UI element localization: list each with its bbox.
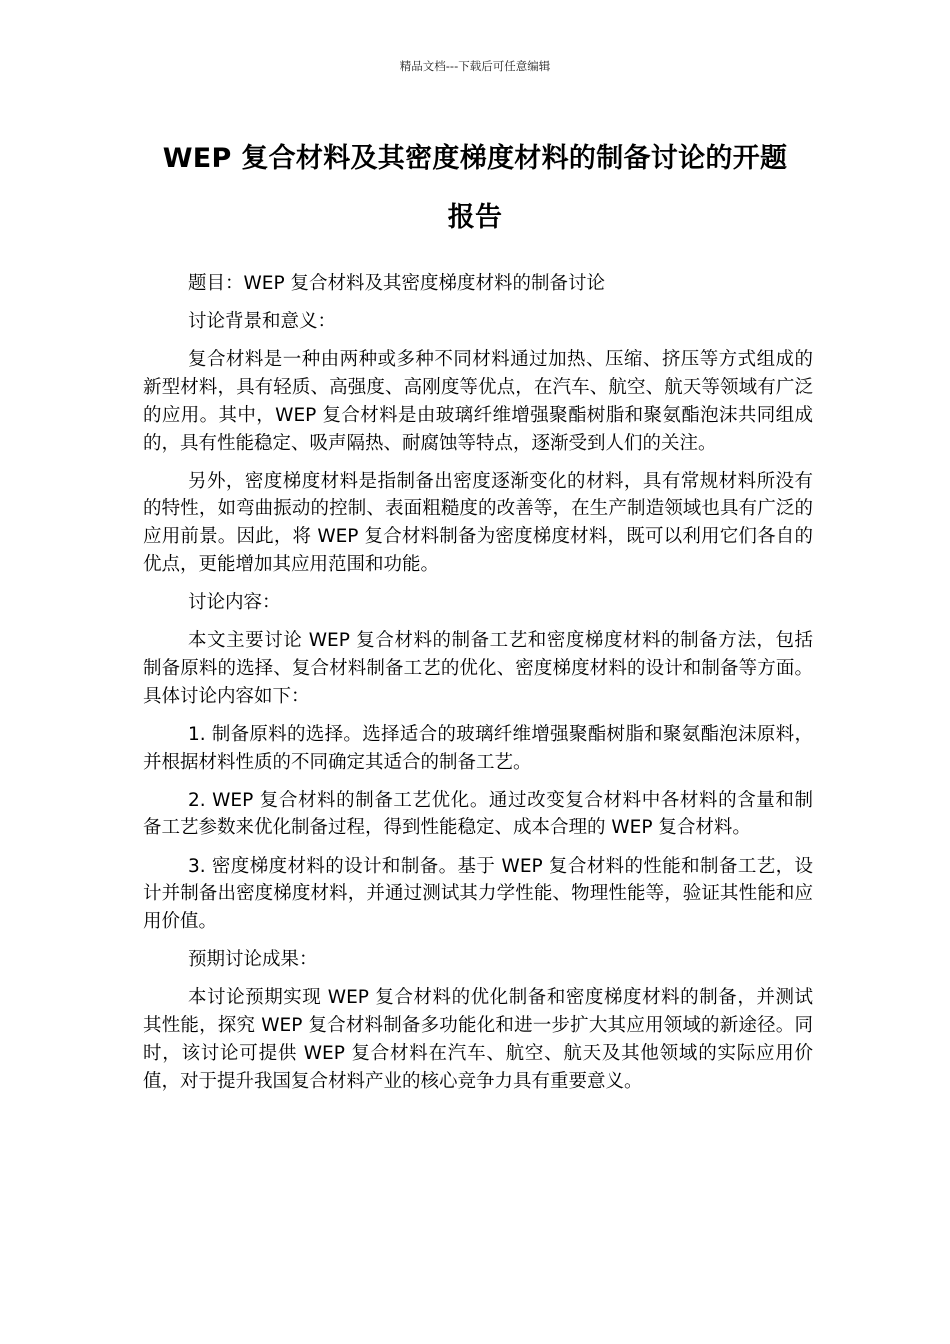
document-body (143, 270, 813, 1106)
paragraph-content-intro: 本文主要讨论 WEP 复合材料的制备工艺和密度梯度材料的制备方法，包括制备原料的选择、复合材料制备工艺的优化、密度梯度材料的设计和制备等方面。具体讨论内容如下： (143, 630, 813, 707)
list-item-3: 3. 密度梯度材料的设计和制备。基于 WEP 复合材料的性能和制备工艺，设计并制备出密度梯度材料，并通过测试其力学性能、物理性能等，验证其性能和应用价值。 (143, 855, 813, 933)
section-heading-content: 讨论内容： (188, 592, 281, 614)
section-heading-background: 讨论背景和意义： (188, 311, 337, 333)
document-title-line-1: WEP 复合材料及其密度梯度材料的制备讨论的开题 (162, 143, 788, 174)
list-item-1: 1. 制备原料的选择。选择适合的玻璃纤维增强聚酯树脂和聚氨酯泡沫原料，并根据材料性质的不同确定其适合的制备工艺。 (143, 723, 813, 773)
paragraph-background-2: 另外，密度梯度材料是指制备出密度逐渐变化的材料，具有常规材料所没有的特性，如弯曲振动的控制、表面粗糙度的改善等，在生产制造领域也具有广泛的应用前景。因此，将 WEP 复合材料制备为密度梯度材料，既可以利用它们各自的优点，更能增加其应用范围和功能。 (143, 470, 813, 575)
paragraph-background-1: 复合材料是一种由两种或多种不同材料通过加热、压缩、挤压等方式组成的新型材料，具有轻质、高强度、高刚度等优点，在汽车、航空、航天等领域有广泛的应用。其中，WEP 复合材料是由玻璃纤维增强聚酯树脂和聚氨酯泡沫共同组成的，具有性能稳定、吸声隔热、耐腐蚀等特点，逐渐受到人们的关注。 (143, 349, 813, 454)
topic-line: 题目：WEP 复合材料及其密度梯度材料的制备讨论 (188, 273, 606, 294)
section-heading-expected-results: 预期讨论成果： (188, 949, 318, 971)
page-header-note: 精品文档---下载后可任意编辑 (399, 59, 551, 73)
document-title-line-2: 报告 (447, 202, 503, 233)
paragraph-expected-results: 本讨论预期实现 WEP 复合材料的优化制备和密度梯度材料的制备，并测试其性能，探究 WEP 复合材料制备多功能化和进一步扩大其应用领域的新途径。同时，该讨论可提供 WEP 复合材料在汽车、航空、航天及其他领域的实际应用价值，对于提升我国复合材料产业的核心竞争力具有重要意义。 (143, 987, 813, 1092)
list-item-2: 2. WEP 复合材料的制备工艺优化。通过改变复合材料中各材料的含量和制备工艺参数来优化制备过程，得到性能稳定、成本合理的 WEP 复合材料。 (143, 789, 813, 839)
